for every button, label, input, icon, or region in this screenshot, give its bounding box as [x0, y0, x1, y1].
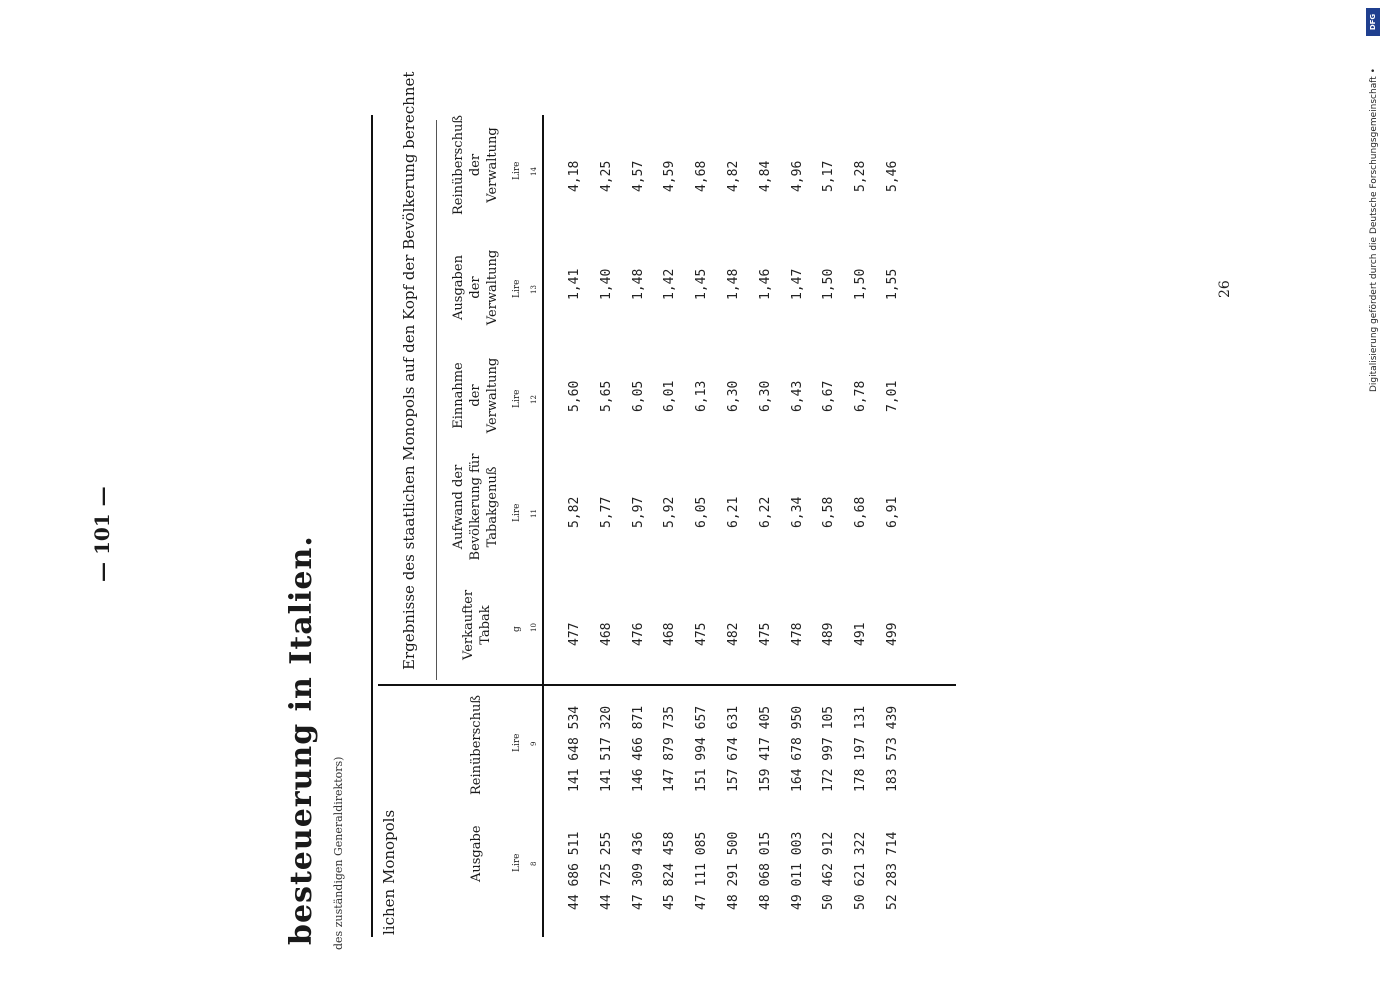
column-number-10: 10 — [530, 623, 538, 632]
column-unit-aufwand: Lire — [512, 503, 522, 522]
digitization-note: Digitalisierung gefördert durch die Deutsche Forschungsgemeinschaft • — [1369, 68, 1379, 392]
table-cell: 468 — [598, 622, 614, 646]
table-cell: 157 674 631 — [726, 705, 741, 792]
column-number-13: 13 — [530, 285, 538, 294]
dfg-logo: DFG — [1366, 8, 1380, 36]
table-cell: 50 621 322 — [853, 831, 869, 910]
table-cell: 6,22 — [757, 496, 773, 528]
sheet-number: 26 — [1217, 280, 1233, 298]
column-number-9: 9 — [530, 741, 538, 746]
column-unit-ausgabe: Lire — [512, 853, 522, 872]
heading-underline-rule — [436, 120, 437, 680]
table-cell: 172 997 105 — [821, 705, 837, 792]
table-cell: 5,60 — [567, 380, 582, 412]
table-cell: 5,65 — [598, 380, 614, 412]
column-number-12: 12 — [530, 395, 538, 404]
table-cell: 1,40 — [598, 268, 614, 300]
table-cell: 482 — [726, 622, 741, 646]
table-cell: 6,91 — [885, 496, 900, 528]
table-cell: 4,82 — [726, 160, 741, 192]
table-cell: 164 678 950 — [789, 705, 805, 792]
table-top-rule — [371, 115, 373, 937]
table-cell: 6,43 — [789, 380, 805, 412]
left-section-heading: lichen Monopols — [380, 809, 398, 935]
table-cell: 7,01 — [885, 380, 900, 412]
table-cell: 1,48 — [630, 268, 646, 300]
table-cell: 475 — [694, 622, 710, 646]
table-cell: 6,30 — [726, 380, 741, 412]
right-section-heading: Ergebnisse des staatlichen Monopols auf den Kopf der Bevölkerung berechnet — [400, 71, 418, 670]
table-cell: 6,01 — [662, 380, 678, 412]
table-cell: 5,46 — [885, 160, 900, 192]
table-cell: 475 — [757, 622, 773, 646]
table-cell: 146 466 871 — [630, 705, 646, 792]
table-cell: 478 — [789, 622, 805, 646]
table-cell: 1,55 — [885, 268, 900, 300]
table-cell: 44 686 511 — [567, 831, 582, 910]
table-cell: 47 309 436 — [630, 831, 646, 910]
table-cell: 159 417 405 — [757, 705, 773, 792]
table-cell: 4,84 — [757, 160, 773, 192]
table-cell: 6,13 — [694, 380, 710, 412]
table-cell: 477 — [567, 622, 582, 646]
table-cell: 1,47 — [789, 268, 805, 300]
table-cell: 491 — [853, 622, 869, 646]
table-cell: 5,77 — [598, 496, 614, 528]
table-cell: 141 517 320 — [598, 705, 614, 792]
table-cell: 151 994 657 — [694, 705, 710, 792]
table-cell: 1,41 — [567, 268, 582, 300]
table-cell: 5,97 — [630, 496, 646, 528]
table-cell: 1,46 — [757, 268, 773, 300]
table-cell: 48 068 015 — [757, 831, 773, 910]
table-cell: 6,30 — [757, 380, 773, 412]
table-cell: 6,58 — [821, 496, 837, 528]
table-cell: 4,57 — [630, 160, 646, 192]
table-cell: 52 283 714 — [885, 831, 900, 910]
column-header-ausgaben: Ausgaben der Verwaltung — [451, 249, 500, 326]
table-cell: 6,21 — [726, 496, 741, 528]
table-cell: 5,28 — [853, 160, 869, 192]
table-cell: 499 — [885, 622, 900, 646]
column-unit-einnahme: Lire — [512, 389, 522, 408]
section-divider-rule — [378, 684, 956, 686]
column-unit-verkaufter-tabak: g — [512, 626, 522, 632]
table-cell: 4,25 — [598, 160, 614, 192]
table-cell: 1,48 — [726, 268, 741, 300]
table-cell: 183 573 439 — [885, 705, 900, 792]
table-cell: 468 — [662, 622, 678, 646]
table-cell: 1,50 — [821, 268, 837, 300]
table-cell: 178 197 131 — [853, 705, 869, 792]
table-cell: 44 725 255 — [598, 831, 614, 910]
table-cell: 4,96 — [789, 160, 805, 192]
column-unit-reinueberschuss-verwaltung: Lire — [512, 161, 522, 180]
table-cell: 476 — [630, 622, 646, 646]
column-number-8: 8 — [530, 861, 538, 866]
table-cell: 6,05 — [694, 496, 710, 528]
column-header-einnahme: Einnahme der Verwaltung — [451, 357, 500, 434]
column-header-verkaufter-tabak: Verkaufter Tabak — [461, 589, 493, 660]
column-header-reinueberschuss: Reinüberschuß — [469, 695, 484, 795]
column-unit-ausgaben: Lire — [512, 279, 522, 298]
table-cell: 48 291 500 — [726, 831, 741, 910]
column-header-ausgabe: Ausgabe — [469, 825, 484, 882]
table-cell: 47 111 085 — [694, 831, 710, 910]
table-cell: 6,78 — [853, 380, 869, 412]
column-unit-reinueberschuss: Lire — [512, 733, 522, 752]
table-cell: 49 011 003 — [789, 831, 805, 910]
table-cell: 489 — [821, 622, 837, 646]
table-cell: 147 879 735 — [662, 705, 678, 792]
table-cell: 6,05 — [630, 380, 646, 412]
table-cell: 4,68 — [694, 160, 710, 192]
table-cell: 6,34 — [789, 496, 805, 528]
table-cell: 50 462 912 — [821, 831, 837, 910]
column-number-14: 14 — [530, 167, 538, 176]
table-cell: 5,82 — [567, 496, 582, 528]
page-number: — 101 — — [90, 486, 114, 582]
table-cell: 5,92 — [662, 496, 678, 528]
page-subtitle: des zuständigen Generaldirektors) — [332, 756, 345, 950]
table-cell: 1,50 — [853, 268, 869, 300]
table-cell: 1,42 — [662, 268, 678, 300]
column-header-reinueberschuss-verwaltung: Reinüberschuß der Verwaltung — [451, 115, 500, 215]
page-title: besteuerung in Italien. — [284, 535, 319, 945]
table-cell: 5,17 — [821, 160, 837, 192]
column-header-aufwand: Aufwand der Bevölkerung für Tabakgenuß — [451, 453, 500, 561]
header-bottom-rule — [542, 115, 544, 937]
table-cell: 45 824 458 — [662, 831, 678, 910]
column-number-11: 11 — [530, 509, 538, 518]
table-cell: 4,59 — [662, 160, 678, 192]
table-cell: 4,18 — [567, 160, 582, 192]
table-cell: 1,45 — [694, 268, 710, 300]
table-cell: 6,68 — [853, 496, 869, 528]
table-cell: 141 648 534 — [567, 705, 582, 792]
table-cell: 6,67 — [821, 380, 837, 412]
